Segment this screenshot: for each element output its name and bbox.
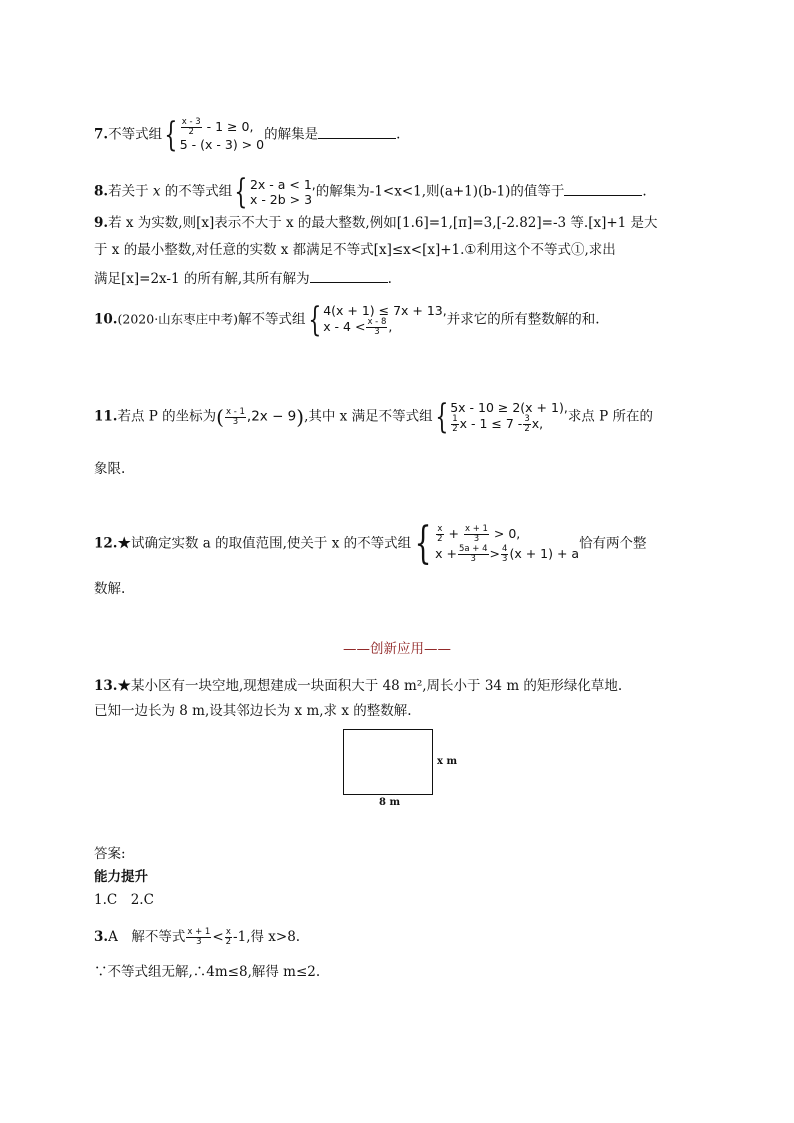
question-number: 9. bbox=[94, 215, 109, 231]
brace: { bbox=[434, 397, 448, 437]
question-number: 7. bbox=[94, 126, 109, 143]
brace: { bbox=[307, 300, 321, 340]
bottom-label: 8 m bbox=[379, 797, 401, 808]
question-text: 不等式组 bbox=[108, 126, 163, 143]
answers-title: 答案: bbox=[94, 846, 126, 862]
question-12: 12.★试确定实数 a 的取值范围,使关于 x 的不等式组{ $\frac{x}{2}$ + $\frac{x + 1}{3}$ > 0, x + $\frac{5a + 4}{3}$ > $\frac{4}{3}$ (x + 1) + a 恰有两个整 bbox=[94, 518, 647, 569]
brace: { bbox=[414, 518, 432, 569]
side-label: x m bbox=[437, 756, 458, 767]
answers-subtitle: 能力提升 bbox=[94, 869, 148, 885]
question-9-line-1: 9.若 x 为实数,则[x]表示不大于 x 的最大整数,例如[1.6]=1,[π]=3,[-2.82]=-3 等.[x]+1 是大 bbox=[94, 215, 658, 231]
question-number: 10. bbox=[94, 311, 118, 328]
inequality-system: $\frac{x}{2}$ + $\frac{x + 1}{3}$ > 0, x + $\frac{5a + 4}{3}$ > $\frac{4}{3}$ (x + 1) + a bbox=[435, 524, 580, 564]
brace: { bbox=[164, 115, 178, 155]
question-10: 10.(2020·山东枣庄中考)解不等式组{ 4(x + 1) ≤ 7x + 13, x - 4 < $\frac{x - 8}{3}$ , 并求它的所有整数解的和. bbox=[94, 300, 600, 340]
question-number: 11. bbox=[94, 408, 118, 425]
inequality-system: 4(x + 1) ≤ 7x + 13, x - 4 < $\frac{x - 8}{3}$ , bbox=[323, 303, 447, 337]
source-tag: (2020·山东枣庄中考) bbox=[117, 311, 239, 327]
section-heading: ——创新应用—— bbox=[343, 641, 451, 657]
question-9-line-3: 满足[x]=2x-1 的所有解,其所有解为 . bbox=[94, 268, 392, 288]
question-13-line-2: 已知一边长为 8 m,设其邻边长为 x m,求 x 的整数解. bbox=[94, 703, 412, 719]
answer-3-line-2: ∵不等式组无解,∴4m≤8,解得 m≤2. bbox=[94, 964, 321, 980]
answer-blank[interactable] bbox=[564, 181, 642, 196]
question-7: 7.不等式组{ $\frac{x - 3}{2}$ - 1 ≥ 0, 5 - (x - 3) > 0 的解集是 . bbox=[94, 115, 401, 155]
question-11: 11.若点 P 的坐标为( $\frac{x - 1}{3}$ ,2x − 9),其中 x 满足不等式组{ 5x - 10 ≥ 2(x + 1), $\frac{1}{2}$ x - 1 ≤ 7 - $\frac{3}{2}$ x, 求点 P 所在的 bbox=[94, 397, 653, 437]
question-number: 13. bbox=[94, 678, 118, 694]
inequality-system: 2x - a < 1, x - 2b > 3 bbox=[249, 177, 316, 207]
answer-3: 3.A 解不等式 $\frac{x + 1}{3}$ < $\frac{x}{2}$ -1,得 x>8. bbox=[94, 927, 301, 947]
rectangle-diagram bbox=[343, 729, 433, 795]
answer-blank[interactable] bbox=[310, 268, 388, 283]
question-text: 的解集是 bbox=[264, 126, 319, 143]
question-number: 8. bbox=[94, 183, 109, 200]
answer-1-2: 1.C 2.C bbox=[94, 892, 154, 908]
question-9-line-2: 于 x 的最小整数,对任意的实数 x 都满足不等式[x]≤x<[x]+1.①利用这个不等式①,求出 bbox=[94, 242, 616, 258]
answer-blank[interactable] bbox=[318, 124, 396, 139]
question-13-line-1: 13.★某小区有一块空地,现想建成一块面积大于 48 m²,周长小于 34 m 的矩形绿化草地. bbox=[94, 678, 623, 694]
inequality-system: $\frac{x - 3}{2}$ - 1 ≥ 0, 5 - (x - 3) > 0 bbox=[179, 117, 265, 152]
question-number: 12. bbox=[94, 535, 118, 552]
question-12-line-2: 数解. bbox=[94, 581, 126, 597]
inequality-system: 5x - 10 ≥ 2(x + 1), $\frac{1}{2}$ x - 1 ≤ 7 - $\frac{3}{2}$ x, bbox=[450, 400, 568, 434]
brace: { bbox=[234, 172, 248, 212]
question-8: 8.若关于 x 的不等式组{ 2x - a < 1, x - 2b > 3 的解集为-1<x<1,则(a+1)(b-1)的值等于 . bbox=[94, 172, 647, 212]
question-11-line-2: 象限. bbox=[94, 461, 126, 477]
